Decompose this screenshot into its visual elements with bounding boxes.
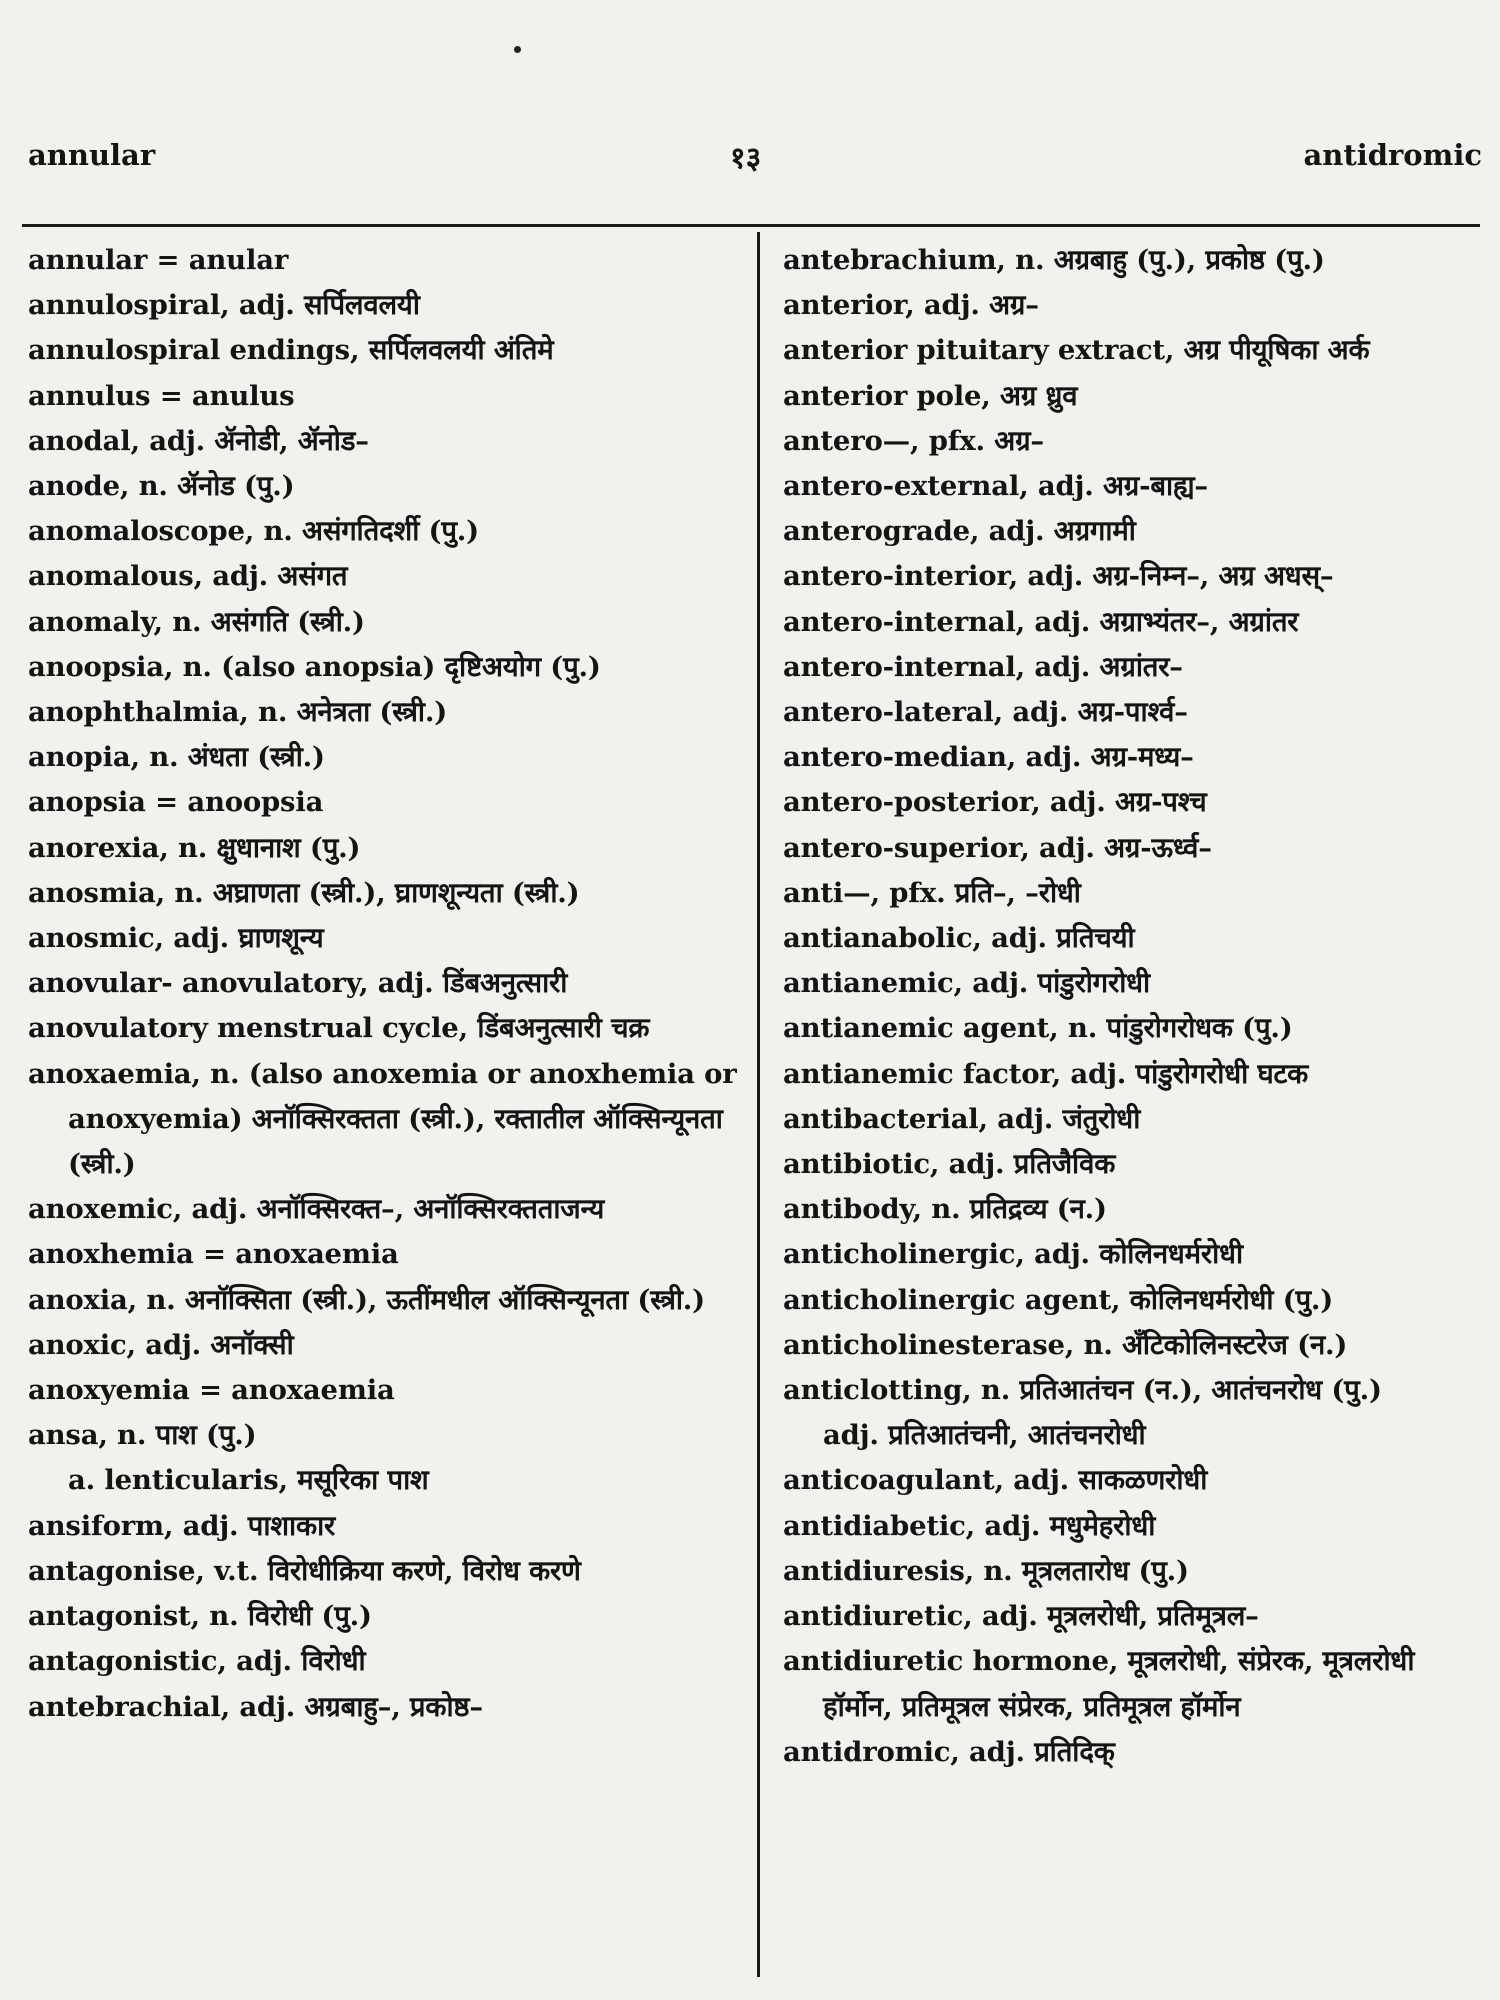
dictionary-entry: anoxaemia, n. (also anoxemia or anoxhemia or anoxyemia) अनॉक्सिरक्तता (स्त्री.), रक्तातील ऑक्सिन्यूनता (स्त्री.) bbox=[28, 1057, 746, 1181]
dictionary-entry: ansa, n. पाश (पु.) bbox=[28, 1419, 257, 1452]
dictionary-entry: antidiabetic, adj. मधुमेहरोधी bbox=[783, 1509, 1156, 1542]
dictionary-entry: antero-internal, adj. अग्रांतर– bbox=[783, 650, 1183, 683]
dictionary-entry: antero-superior, adj. अग्र-ऊर्ध्व– bbox=[783, 831, 1212, 864]
dictionary-entry: anticholinergic agent, कोलिनधर्मरोधी (पु.) bbox=[783, 1283, 1334, 1316]
dictionary-entry: antidiuretic hormone, मूत्रलरोधी, संप्रेरक, मूत्रलरोधी हॉर्मोन, प्रतिमूत्रल संप्रेरक, प्रतिमूत्रल हॉर्मोन bbox=[783, 1645, 1424, 1723]
dictionary-entry: antebrachium, n. अग्रबाहु (पु.), प्रकोष्ठ (पु.) bbox=[783, 244, 1325, 276]
dictionary-entry: anticholinergic, adj. कोलिनधर्मरोधी bbox=[783, 1238, 1243, 1271]
dictionary-entry: anoxemic, adj. अनॉक्सिरक्त–, अनॉक्सिरक्तताजन्य bbox=[28, 1193, 605, 1226]
dictionary-entry: anopsia = anoopsia bbox=[28, 786, 324, 819]
dictionary-entry: anosmic, adj. घ्राणशून्य bbox=[28, 922, 324, 955]
dictionary-entry: antero—, pfx. अग्र– bbox=[783, 424, 1044, 457]
dictionary-entry: anticoagulant, adj. साकळणरोधी bbox=[783, 1464, 1208, 1497]
dictionary-entry: ansiform, adj. पाशाकार bbox=[28, 1509, 336, 1542]
right-guide-word: antidromic bbox=[1303, 138, 1482, 172]
dictionary-entry: a. lenticularis, मसूरिका पाश bbox=[68, 1464, 429, 1497]
left-guide-word: annular bbox=[28, 138, 156, 172]
dictionary-entry: anorexia, n. क्षुधानाश (पु.) bbox=[28, 831, 361, 864]
dictionary-entry: anoxyemia = anoxaemia bbox=[28, 1374, 395, 1407]
dictionary-entry: antianemic agent, n. पांडुरोगरोधक (पु.) bbox=[783, 1012, 1293, 1045]
dictionary-entry: antibacterial, adj. जंतुरोधी bbox=[783, 1102, 1141, 1135]
dictionary-entry: anophthalmia, n. अनेत्रता (स्त्री.) bbox=[28, 696, 448, 729]
dictionary-entry: antidiuretic, adj. मूत्रलरोधी, प्रतिमूत्रल– bbox=[783, 1600, 1259, 1633]
dictionary-entry: anterior pole, अग्र ध्रुव bbox=[783, 379, 1078, 412]
dictionary-entry: antero-lateral, adj. अग्र-पार्श्व– bbox=[783, 696, 1188, 729]
dictionary-entry: anoxia, n. अनॉक्सिता (स्त्री.), ऊतींमधील ऑक्सिन्यूनता (स्त्री.) bbox=[28, 1283, 705, 1316]
dictionary-entry: antidromic, adj. प्रतिदिक् bbox=[783, 1735, 1115, 1768]
dictionary-entry: antero-median, adj. अग्र-मध्य– bbox=[783, 741, 1194, 774]
print-speck bbox=[514, 46, 521, 53]
dictionary-entry: antero-interior, adj. अग्र-निम्न–, अग्र अधस्– bbox=[783, 560, 1334, 593]
dictionary-entry: antianemic, adj. पांडुरोगरोधी bbox=[783, 967, 1150, 1000]
left-column bbox=[28, 238, 746, 1730]
dictionary-entry: anoxhemia = anoxaemia bbox=[28, 1238, 399, 1271]
dictionary-entry: anticlotting, n. प्रतिआतंचन (न.), आतंचनरोध (पु.) bbox=[783, 1374, 1382, 1407]
dictionary-entry: antero-internal, adj. अग्राभ्यंतर–, अग्रांतर bbox=[783, 605, 1299, 638]
dictionary-entry: anoopsia, n. (also anopsia) दृष्टिअयोग (पु.) bbox=[28, 650, 601, 683]
dictionary-entry: anticholinesterase, n. ॲंटिकोलिनस्टरेज (न.) bbox=[783, 1328, 1348, 1361]
dictionary-entry: antagonise, v.t. विरोधीक्रिया करणे, विरोध करणे bbox=[28, 1554, 581, 1587]
dictionary-entry: anosmia, n. अघ्राणता (स्त्री.), घ्राणशून्यता (स्त्री.) bbox=[28, 876, 580, 909]
dictionary-entry: antidiuresis, n. मूत्रलतारोध (पु.) bbox=[783, 1554, 1189, 1587]
dictionary-entry: anoxic, adj. अनॉक्सी bbox=[28, 1328, 294, 1361]
dictionary-entry: antibody, n. प्रतिद्रव्य (न.) bbox=[783, 1193, 1107, 1226]
dictionary-entry: anomaloscope, n. असंगतिदर्शी (पु.) bbox=[28, 515, 479, 548]
dictionary-entry: antianabolic, adj. प्रतिचयी bbox=[783, 922, 1135, 955]
page-header bbox=[0, 138, 1500, 178]
dictionary-entry: annular = anular bbox=[28, 244, 289, 276]
dictionary-entry: anomalous, adj. असंगत bbox=[28, 560, 348, 593]
dictionary-entry: anterior pituitary extract, अग्र पीयूषिका अर्क bbox=[783, 334, 1370, 367]
dictionary-entry: anovulatory menstrual cycle, डिंबअनुत्सारी चक्र bbox=[28, 1012, 650, 1045]
dictionary-entry: anterograde, adj. अग्रगामी bbox=[783, 515, 1136, 548]
dictionary-entry: anovular- anovulatory, adj. डिंबअनुत्सारी bbox=[28, 967, 568, 1000]
page-number: १३ bbox=[730, 141, 762, 176]
dictionary-entry: antagonist, n. विरोधी (पु.) bbox=[28, 1600, 372, 1633]
dictionary-entry: antibiotic, adj. प्रतिजैविक bbox=[783, 1148, 1116, 1181]
dictionary-entry: anomaly, n. असंगति (स्त्री.) bbox=[28, 605, 365, 638]
header-rule bbox=[22, 224, 1480, 227]
dictionary-entry: antero-external, adj. अग्र-बाह्य– bbox=[783, 470, 1208, 503]
dictionary-entry: adj. प्रतिआतंचनी, आतंचनरोधी bbox=[823, 1419, 1146, 1452]
column-divider bbox=[757, 232, 760, 1977]
dictionary-entry: anode, n. ॲनोड (पु.) bbox=[28, 470, 295, 503]
dictionary-entry: annulospiral, adj. सर्पिलवलयी bbox=[28, 289, 420, 322]
dictionary-entry: antianemic factor, adj. पांडुरोगरोधी घटक bbox=[783, 1057, 1309, 1090]
dictionary-entry: annulus = anulus bbox=[28, 379, 295, 412]
dictionary-entry: antero-posterior, adj. अग्र-पश्च bbox=[783, 786, 1207, 819]
dictionary-entry: anterior, adj. अग्र– bbox=[783, 289, 1039, 322]
right-column bbox=[783, 238, 1483, 1775]
dictionary-entry: anopia, n. अंधता (स्त्री.) bbox=[28, 741, 325, 774]
dictionary-entry: annulospiral endings, सर्पिलवलयी अंतिमे bbox=[28, 334, 554, 367]
dictionary-entry: anti—, pfx. प्रति–, –रोधी bbox=[783, 876, 1081, 909]
dictionary-entry: antagonistic, adj. विरोधी bbox=[28, 1645, 366, 1678]
dictionary-entry: antebrachial, adj. अग्रबाहु–, प्रकोष्ठ– bbox=[28, 1690, 483, 1723]
dictionary-entry: anodal, adj. ॲनोडी, ॲनोड– bbox=[28, 424, 369, 457]
